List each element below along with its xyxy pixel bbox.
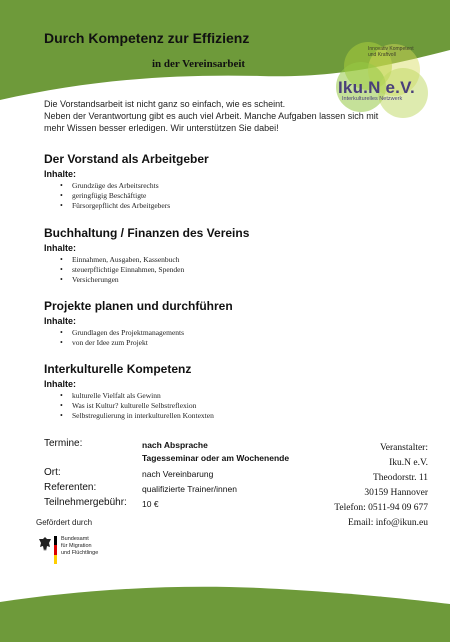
contact-phone: Telefon: 0511-94 09 677 [334, 503, 428, 513]
sponsor-name [61, 536, 121, 557]
termine-value: nach Absprache [142, 440, 208, 450]
section-title: Der Vorstand als Arbeitgeber [44, 152, 209, 166]
referenten-label: Referenten: [44, 482, 97, 493]
contact-block [334, 441, 428, 531]
contact-email: Email: info@ikun.eu [348, 518, 428, 528]
bamf-logo [36, 536, 116, 564]
list-item: • Einnahmen, Ausgaben, Kassenbuch [72, 255, 249, 265]
section-list [44, 255, 249, 285]
logo-tagline: Interkulturelles Netzwerk [342, 96, 403, 102]
list-item: • kulturelle Vielfalt als Gewinn [72, 391, 214, 401]
section-buchhaltung [44, 226, 249, 285]
section-title: Projekte planen und durchführen [44, 299, 233, 313]
section-label: Inhalte: [44, 243, 77, 253]
section-label: Inhalte: [44, 169, 77, 179]
intro-text [44, 98, 424, 134]
termine-value-2: Tagesseminar oder am Wochenende [142, 453, 290, 463]
contact-city: 30159 Hannover [364, 488, 428, 498]
footer-green-banner [0, 572, 450, 642]
gebuehr-label: Teilnehmergebühr: [44, 497, 127, 508]
sponsor-line: für Migration [61, 543, 92, 549]
list-item: • Was ist Kultur? kulturelle Selbstreflexion [72, 401, 214, 411]
sponsor-line: und Flüchtlinge [61, 550, 99, 556]
flyer-title: Durch Kompetenz zur Effizienz [44, 30, 250, 46]
section-title: Buchhaltung / Finanzen des Vereins [44, 226, 250, 240]
list-item: • geringfügig Beschäftigte [72, 191, 209, 201]
list-item: • Grundzüge des Arbeitsrechts [72, 181, 209, 191]
intro-line: Neben der Verantwortung gibt es auch viel Arbeit. Manche Aufgaben lassen sich mit [44, 111, 379, 121]
logo-name: Iku.N e.V. [338, 78, 415, 97]
german-flag-stripe [54, 536, 57, 564]
section-list [44, 181, 209, 211]
gebuehr-value: 10 € [142, 499, 159, 509]
list-item: • Versicherungen [72, 275, 249, 285]
list-item: • von der Idee zum Projekt [72, 338, 233, 348]
contact-org: Iku.N e.V. [389, 458, 428, 468]
contact-label: Veranstalter: [379, 443, 428, 453]
contact-street: Theodorstr. 11 [372, 473, 428, 483]
eagle-icon [38, 536, 52, 552]
list-item: • Grundlagen des Projektmanagements [72, 328, 233, 338]
flyer-subtitle: in der Vereinsarbeit [152, 58, 246, 70]
ort-value: nach Vereinbarung [142, 469, 214, 479]
ort-label: Ort: [44, 467, 61, 478]
section-list [44, 391, 214, 421]
section-title: Interkulturelle Kompetenz [44, 362, 192, 376]
intro-line: Die Vorstandsarbeit ist nicht ganz so einfach, wie es scheint. [44, 99, 286, 109]
section-list [44, 328, 233, 348]
section-label: Inhalte: [44, 316, 77, 326]
referenten-value: qualifizierte Trainer/innen [142, 484, 237, 494]
logo-small-text: Innovativ Kompetent und Kraftvoll [368, 46, 414, 58]
section-vorstand [44, 152, 209, 211]
sponsor-line: Bundesamt [61, 536, 89, 542]
section-projekte [44, 299, 233, 348]
section-label: Inhalte: [44, 379, 77, 389]
intro-line: mehr Wissen besser erledigen. Wir unterstützen Sie dabei! [44, 123, 279, 133]
section-interkulturell [44, 362, 214, 421]
list-item: • Selbstregulierung in interkulturellen Kontexten [72, 411, 214, 421]
funding-label: Gefördert durch [36, 518, 93, 527]
termine-label: Termine: [44, 438, 83, 449]
list-item: • steuerpflichtige Einnahmen, Spenden [72, 265, 249, 275]
list-item: • Fürsorgepflicht des Arbeitgebers [72, 201, 209, 211]
